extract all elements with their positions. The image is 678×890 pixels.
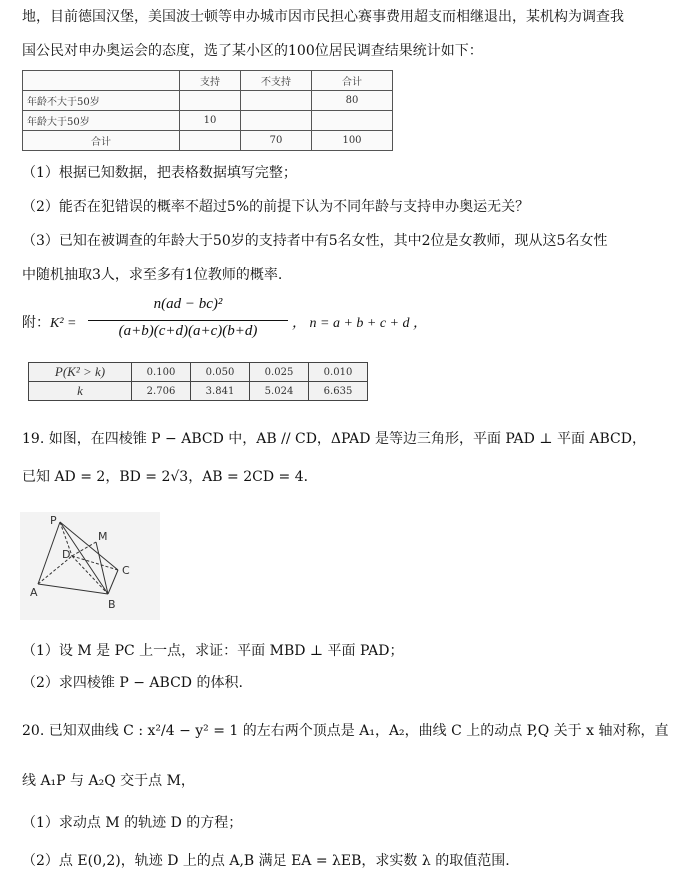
label-C: C — [122, 564, 130, 577]
table-row — [23, 131, 393, 151]
table-header: 合计 — [312, 71, 393, 91]
intro-line-1: 地，目前德国汉堡，美国波士顿等申办城市因市民担心赛事费用超支而相继退出，某机构为调查我 — [22, 9, 624, 25]
table-cell: 合计 — [23, 131, 180, 151]
label-A: A — [30, 586, 38, 599]
table-cell: 2.706 — [132, 382, 191, 401]
table-header: P(K² > k) — [29, 363, 132, 382]
table-cell: 0.100 — [132, 363, 191, 382]
table-row — [23, 91, 393, 111]
table-cell — [180, 131, 241, 151]
table-cell: 年龄不大于50岁 — [23, 91, 180, 111]
table-cell: 100 — [312, 131, 393, 151]
table-cell: 3.841 — [191, 382, 250, 401]
q20-part-1: （1）求动点 M 的轨迹 D 的方程； — [22, 815, 243, 831]
fraction-bar — [88, 320, 288, 321]
table-cell — [312, 111, 393, 131]
table-header: k — [29, 382, 132, 401]
formula-prefix — [22, 312, 76, 332]
q20-line-2: 线 A₁P 与 A₂Q 交于点 M， — [22, 773, 195, 789]
pyramid-figure — [20, 512, 160, 620]
label-M: M — [98, 530, 108, 543]
table-cell: 0.010 — [309, 363, 368, 382]
table-header: 支持 — [180, 71, 241, 91]
table-cell — [241, 111, 312, 131]
table-cell: 70 — [241, 131, 312, 151]
label-D: D — [62, 548, 71, 561]
label-P: P — [50, 514, 57, 527]
table-cell — [180, 91, 241, 111]
critical-value-table — [28, 362, 368, 401]
formula-prefix-label: 附： — [22, 315, 50, 331]
q20-line-1: 20. 已知双曲线 C : x²/4 − y² = 1 的左右两个顶点是 A₁，A₂，曲线 C 上的动点 P,Q 关于 x 轴对称，直 — [22, 723, 669, 739]
table-cell: 0.050 — [191, 363, 250, 382]
table-header: 不支持 — [241, 71, 312, 91]
table-row — [23, 111, 393, 131]
q19-part-2: （2）求四棱锥 P − ABCD 的体积. — [22, 675, 243, 691]
table-cell: 6.635 — [309, 382, 368, 401]
q18-part-3a: （3）已知在被调查的年龄大于50岁的支持者中有5名女性，其中2位是女教师，现从这5名女性 — [22, 233, 608, 249]
table-cell: 5.024 — [250, 382, 309, 401]
table-row — [29, 363, 368, 382]
q19-line-1: 19. 如图，在四棱锥 P − ABCD 中，AB // CD，ΔPAD 是等边三角形，平面 PAD ⊥ 平面 ABCD， — [22, 431, 646, 447]
formula-suffix: ， n = a + b + c + d ， — [292, 316, 428, 331]
q18-part-3b: 中随机抽取3人，求至多有1位教师的概率. — [22, 267, 283, 283]
formula-numerator: n(ad − bc)² — [153, 296, 223, 312]
intro-line-2: 国公民对申办奥运会的态度，选了某小区的100位居民调查结果统计如下： — [22, 43, 483, 59]
figure-background — [20, 512, 160, 620]
table-row — [23, 71, 393, 91]
table-cell: 0.025 — [250, 363, 309, 382]
q18-part-1: （1）根据已知数据，把表格数据填写完整； — [22, 165, 297, 181]
q18-part-2: （2）能否在犯错误的概率不超过5%的前提下认为不同年龄与支持申办奥运无关？ — [22, 199, 530, 215]
table-cell — [23, 71, 180, 91]
q20-part-2: （2）点 E(0,2)，轨迹 D 上的点 A,B 满足 EA = λEB，求实数 λ 的取值范围. — [22, 853, 510, 869]
table-cell: 10 — [180, 111, 241, 131]
table-cell — [241, 91, 312, 111]
survey-table — [22, 70, 393, 151]
label-B: B — [108, 598, 116, 611]
table-cell: 80 — [312, 91, 393, 111]
formula-denominator: (a+b)(c+d)(a+c)(b+d) — [118, 323, 258, 339]
table-cell: 年龄大于50岁 — [23, 111, 180, 131]
q19-line-2: 已知 AD = 2，BD = 2√3，AB = 2CD = 4． — [22, 469, 318, 485]
q19-part-1: （1）设 M 是 PC 上一点，求证：平面 MBD ⊥ 平面 PAD； — [22, 643, 404, 659]
formula-lhs: K² = — [50, 316, 77, 331]
table-row — [29, 382, 368, 401]
